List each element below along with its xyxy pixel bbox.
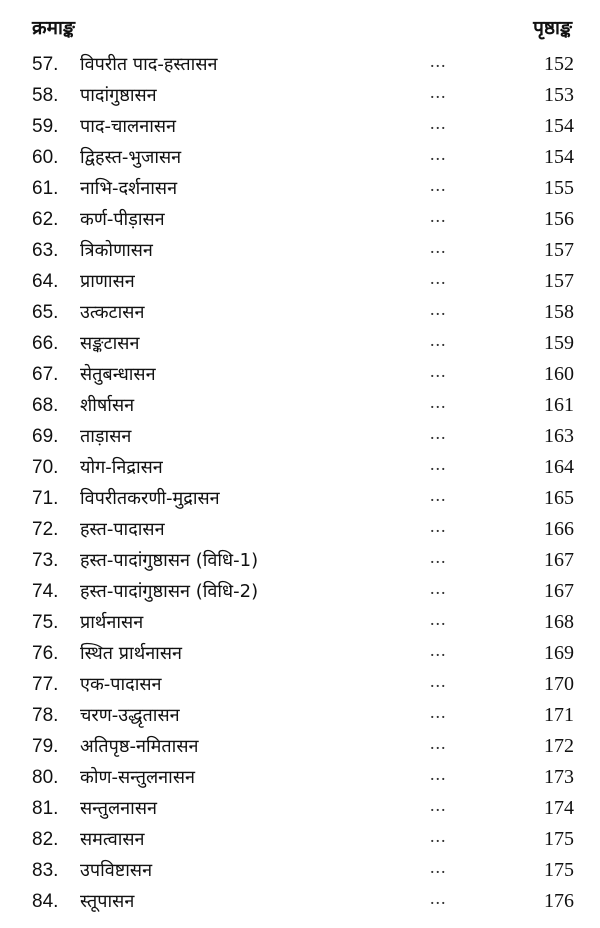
page-number: 176 bbox=[544, 890, 574, 912]
dot-leader: ... bbox=[430, 330, 447, 350]
dot-leader: ... bbox=[430, 733, 447, 753]
asana-title: सङ्कटासन bbox=[80, 333, 140, 354]
contents-row bbox=[0, 793, 600, 824]
asana-title: प्राणासन bbox=[80, 271, 135, 292]
contents-row bbox=[0, 235, 600, 266]
serial-number: 73. bbox=[32, 550, 59, 571]
page-number: 171 bbox=[544, 704, 574, 726]
serial-number: 76. bbox=[32, 643, 59, 664]
serial-number: 71. bbox=[32, 488, 59, 509]
contents-row bbox=[0, 514, 600, 545]
dot-leader: ... bbox=[430, 82, 447, 102]
page-number: 154 bbox=[544, 146, 574, 168]
asana-title: चरण-उद्धृतासन bbox=[80, 705, 180, 726]
contents-row bbox=[0, 49, 600, 80]
contents-row bbox=[0, 266, 600, 297]
contents-row bbox=[0, 886, 600, 917]
asana-title: पाद-चालनासन bbox=[80, 116, 177, 137]
serial-number: 58. bbox=[32, 85, 59, 106]
serial-number: 84. bbox=[32, 891, 59, 912]
serial-number: 74. bbox=[32, 581, 59, 602]
dot-leader: ... bbox=[430, 826, 447, 846]
contents-row bbox=[0, 359, 600, 390]
serial-number: 77. bbox=[32, 674, 59, 695]
asana-title: नाभि-दर्शनासन bbox=[80, 178, 178, 199]
dot-leader: ... bbox=[430, 237, 447, 257]
serial-number: 81. bbox=[32, 798, 59, 819]
serial-number: 57. bbox=[32, 54, 59, 75]
page-number: 172 bbox=[544, 735, 574, 757]
serial-number: 66. bbox=[32, 333, 59, 354]
page-number: 175 bbox=[544, 859, 574, 881]
page-number: 174 bbox=[544, 797, 574, 819]
dot-leader: ... bbox=[430, 795, 447, 815]
page-number: 153 bbox=[544, 84, 574, 106]
dot-leader: ... bbox=[430, 423, 447, 443]
contents-row bbox=[0, 328, 600, 359]
serial-number: 72. bbox=[32, 519, 59, 540]
page-number: 163 bbox=[544, 425, 574, 447]
page-number: 165 bbox=[544, 487, 574, 509]
serial-number: 69. bbox=[32, 426, 59, 447]
asana-title: सन्तुलनासन bbox=[80, 798, 157, 819]
dot-leader: ... bbox=[430, 888, 447, 908]
asana-title: पादांगुष्ठासन bbox=[80, 85, 157, 106]
contents-row bbox=[0, 607, 600, 638]
asana-title: त्रिकोणासन bbox=[80, 240, 153, 261]
serial-number: 79. bbox=[32, 736, 59, 757]
serial-number: 59. bbox=[32, 116, 59, 137]
asana-title: हस्त-पादांगुष्ठासन (विधि-1) bbox=[80, 550, 259, 571]
contents-row bbox=[0, 142, 600, 173]
page-number: 170 bbox=[544, 673, 574, 695]
asana-title: ताड़ासन bbox=[80, 426, 132, 447]
dot-leader: ... bbox=[430, 609, 447, 629]
asana-title: स्थित प्रार्थनासन bbox=[80, 643, 183, 664]
contents-row bbox=[0, 824, 600, 855]
page-number: 160 bbox=[544, 363, 574, 385]
page-number: 175 bbox=[544, 828, 574, 850]
asana-title: विपरीतकरणी-मुद्रासन bbox=[80, 488, 220, 509]
dot-leader: ... bbox=[430, 454, 447, 474]
page-number: 154 bbox=[544, 115, 574, 137]
contents-row bbox=[0, 700, 600, 731]
serial-number: 61. bbox=[32, 178, 59, 199]
serial-number: 68. bbox=[32, 395, 59, 416]
serial-number: 64. bbox=[32, 271, 59, 292]
serial-number: 75. bbox=[32, 612, 59, 633]
serial-number: 70. bbox=[32, 457, 59, 478]
page-number: 152 bbox=[544, 53, 574, 75]
asana-title: एक-पादासन bbox=[80, 674, 162, 695]
asana-title: उपविष्टासन bbox=[80, 860, 153, 881]
dot-leader: ... bbox=[430, 640, 447, 660]
contents-header bbox=[32, 14, 572, 46]
dot-leader: ... bbox=[430, 51, 447, 71]
contents-row bbox=[0, 483, 600, 514]
asana-title: हस्त-पादासन bbox=[80, 519, 165, 540]
page-number: 157 bbox=[544, 270, 574, 292]
page-number: 169 bbox=[544, 642, 574, 664]
contents-row bbox=[0, 204, 600, 235]
serial-number: 78. bbox=[32, 705, 59, 726]
dot-leader: ... bbox=[430, 764, 447, 784]
contents-row bbox=[0, 638, 600, 669]
dot-leader: ... bbox=[430, 206, 447, 226]
serial-number: 65. bbox=[32, 302, 59, 323]
asana-title: कर्ण-पीड़ासन bbox=[80, 209, 165, 230]
page-number: 168 bbox=[544, 611, 574, 633]
serial-number: 83. bbox=[32, 860, 59, 881]
contents-row bbox=[0, 855, 600, 886]
serial-number: 80. bbox=[32, 767, 59, 788]
page-number: 167 bbox=[544, 549, 574, 571]
dot-leader: ... bbox=[430, 299, 447, 319]
dot-leader: ... bbox=[430, 175, 447, 195]
dot-leader: ... bbox=[430, 144, 447, 164]
dot-leader: ... bbox=[430, 361, 447, 381]
asana-title: कोण-सन्तुलनासन bbox=[80, 767, 195, 788]
contents-row bbox=[0, 576, 600, 607]
asana-title: योग-निद्रासन bbox=[80, 457, 163, 478]
asana-title: शीर्षासन bbox=[80, 395, 135, 416]
serial-number: 82. bbox=[32, 829, 59, 850]
contents-row bbox=[0, 111, 600, 142]
serial-number-heading: क्रमाङ्क bbox=[32, 17, 75, 39]
asana-title: स्तूपासन bbox=[80, 891, 135, 912]
page-number: 156 bbox=[544, 208, 574, 230]
contents-row bbox=[0, 762, 600, 793]
asana-title: सेतुबन्धासन bbox=[80, 364, 156, 385]
dot-leader: ... bbox=[430, 702, 447, 722]
dot-leader: ... bbox=[430, 578, 447, 598]
dot-leader: ... bbox=[430, 857, 447, 877]
page-number: 167 bbox=[544, 580, 574, 602]
dot-leader: ... bbox=[430, 392, 447, 412]
serial-number: 63. bbox=[32, 240, 59, 261]
contents-row bbox=[0, 545, 600, 576]
contents-row bbox=[0, 390, 600, 421]
contents-row bbox=[0, 173, 600, 204]
page-number-heading: पृष्ठाङ्क bbox=[533, 17, 572, 39]
page-number: 155 bbox=[544, 177, 574, 199]
serial-number: 60. bbox=[32, 147, 59, 168]
contents-row bbox=[0, 731, 600, 762]
page-number: 173 bbox=[544, 766, 574, 788]
dot-leader: ... bbox=[430, 268, 447, 288]
asana-title: उत्कटासन bbox=[80, 302, 145, 323]
page-number: 159 bbox=[544, 332, 574, 354]
contents-row bbox=[0, 297, 600, 328]
asana-title: विपरीत पाद-हस्तासन bbox=[80, 54, 218, 75]
asana-title: समत्वासन bbox=[80, 829, 145, 850]
contents-row bbox=[0, 421, 600, 452]
asana-title: अतिपृष्ठ-नमितासन bbox=[80, 736, 199, 757]
page-number: 157 bbox=[544, 239, 574, 261]
serial-number: 67. bbox=[32, 364, 59, 385]
asana-title: द्विहस्त-भुजासन bbox=[80, 147, 182, 168]
contents-row bbox=[0, 669, 600, 700]
page-number: 158 bbox=[544, 301, 574, 323]
serial-number: 62. bbox=[32, 209, 59, 230]
page-number: 161 bbox=[544, 394, 574, 416]
dot-leader: ... bbox=[430, 671, 447, 691]
asana-title: प्रार्थनासन bbox=[80, 612, 144, 633]
page-number: 164 bbox=[544, 456, 574, 478]
dot-leader: ... bbox=[430, 113, 447, 133]
contents-list bbox=[0, 49, 600, 917]
dot-leader: ... bbox=[430, 547, 447, 567]
dot-leader: ... bbox=[430, 485, 447, 505]
asana-title: हस्त-पादांगुष्ठासन (विधि-2) bbox=[80, 581, 259, 602]
contents-row bbox=[0, 452, 600, 483]
page-number: 166 bbox=[544, 518, 574, 540]
contents-row bbox=[0, 80, 600, 111]
dot-leader: ... bbox=[430, 516, 447, 536]
